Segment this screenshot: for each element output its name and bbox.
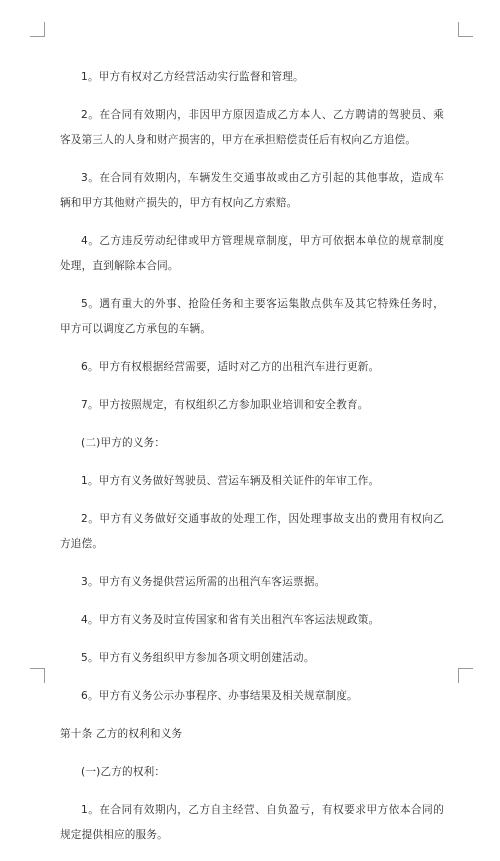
section-subheading: (一)乙方的权利： [81, 766, 166, 778]
paragraph: 4。甲方有义务及时宣传国家和省有关出租汽车客运法规政策。 [81, 614, 380, 626]
crop-mark-bottom-left [30, 668, 45, 683]
crop-mark-top-right [458, 22, 473, 37]
article-heading: 第十条 乙方的权利和义务 [60, 728, 183, 740]
paragraph: 1。在合同有效期内，乙方自主经营、自负盈亏，有权要求甲方依本合同的规定提供相应的服务。 [60, 804, 444, 841]
paragraph: 1。甲方有权对乙方经营活动实行监督和管理。 [81, 71, 304, 83]
document-body [60, 65, 444, 861]
paragraph: 1。甲方有义务做好驾驶员、营运车辆及相关证件的年审工作。 [81, 475, 380, 487]
section-subheading: (二)甲方的义务： [81, 437, 166, 449]
paragraph: 5。遇有重大的外事、抢险任务和主要客运集散点供车及其它特殊任务时，甲方可以调度乙方承包的车辆。 [60, 298, 444, 335]
paragraph: 2。甲方有义务做好交通事故的处理工作，因处理事故支出的费用有权向乙方追偿。 [60, 513, 444, 550]
paragraph: 6。甲方有义务公示办事程序、办事结果及相关规章制度。 [81, 690, 358, 702]
paragraph: 3。甲方有义务提供营运所需的出租汽车客运票据。 [81, 576, 326, 588]
paragraph: 4。乙方违反劳动纪律或甲方管理规章制度，甲方可依据本单位的规章制度处理，直到解除本合同。 [60, 235, 444, 272]
paragraph: 6。甲方有权根据经营需要，适时对乙方的出租汽车进行更新。 [81, 361, 380, 373]
paragraph: 5。甲方有义务组织甲方参加各项文明创建活动。 [81, 652, 315, 664]
crop-mark-bottom-right [458, 668, 473, 683]
paragraph: 2。在合同有效期内，非因甲方原因造成乙方本人、乙方聘请的驾驶员、乘客及第三人的人身和财产损害的，甲方在承担赔偿责任后有权向乙方追偿。 [60, 109, 444, 146]
paragraph: 7。甲方按照规定，有权组织乙方参加职业培训和安全教育。 [81, 399, 369, 411]
paragraph: 3。在合同有效期内，车辆发生交通事故或由乙方引起的其他事故，造成车辆和甲方其他财产损失的，甲方有权向乙方索赔。 [60, 172, 444, 209]
crop-mark-top-left [30, 22, 45, 37]
